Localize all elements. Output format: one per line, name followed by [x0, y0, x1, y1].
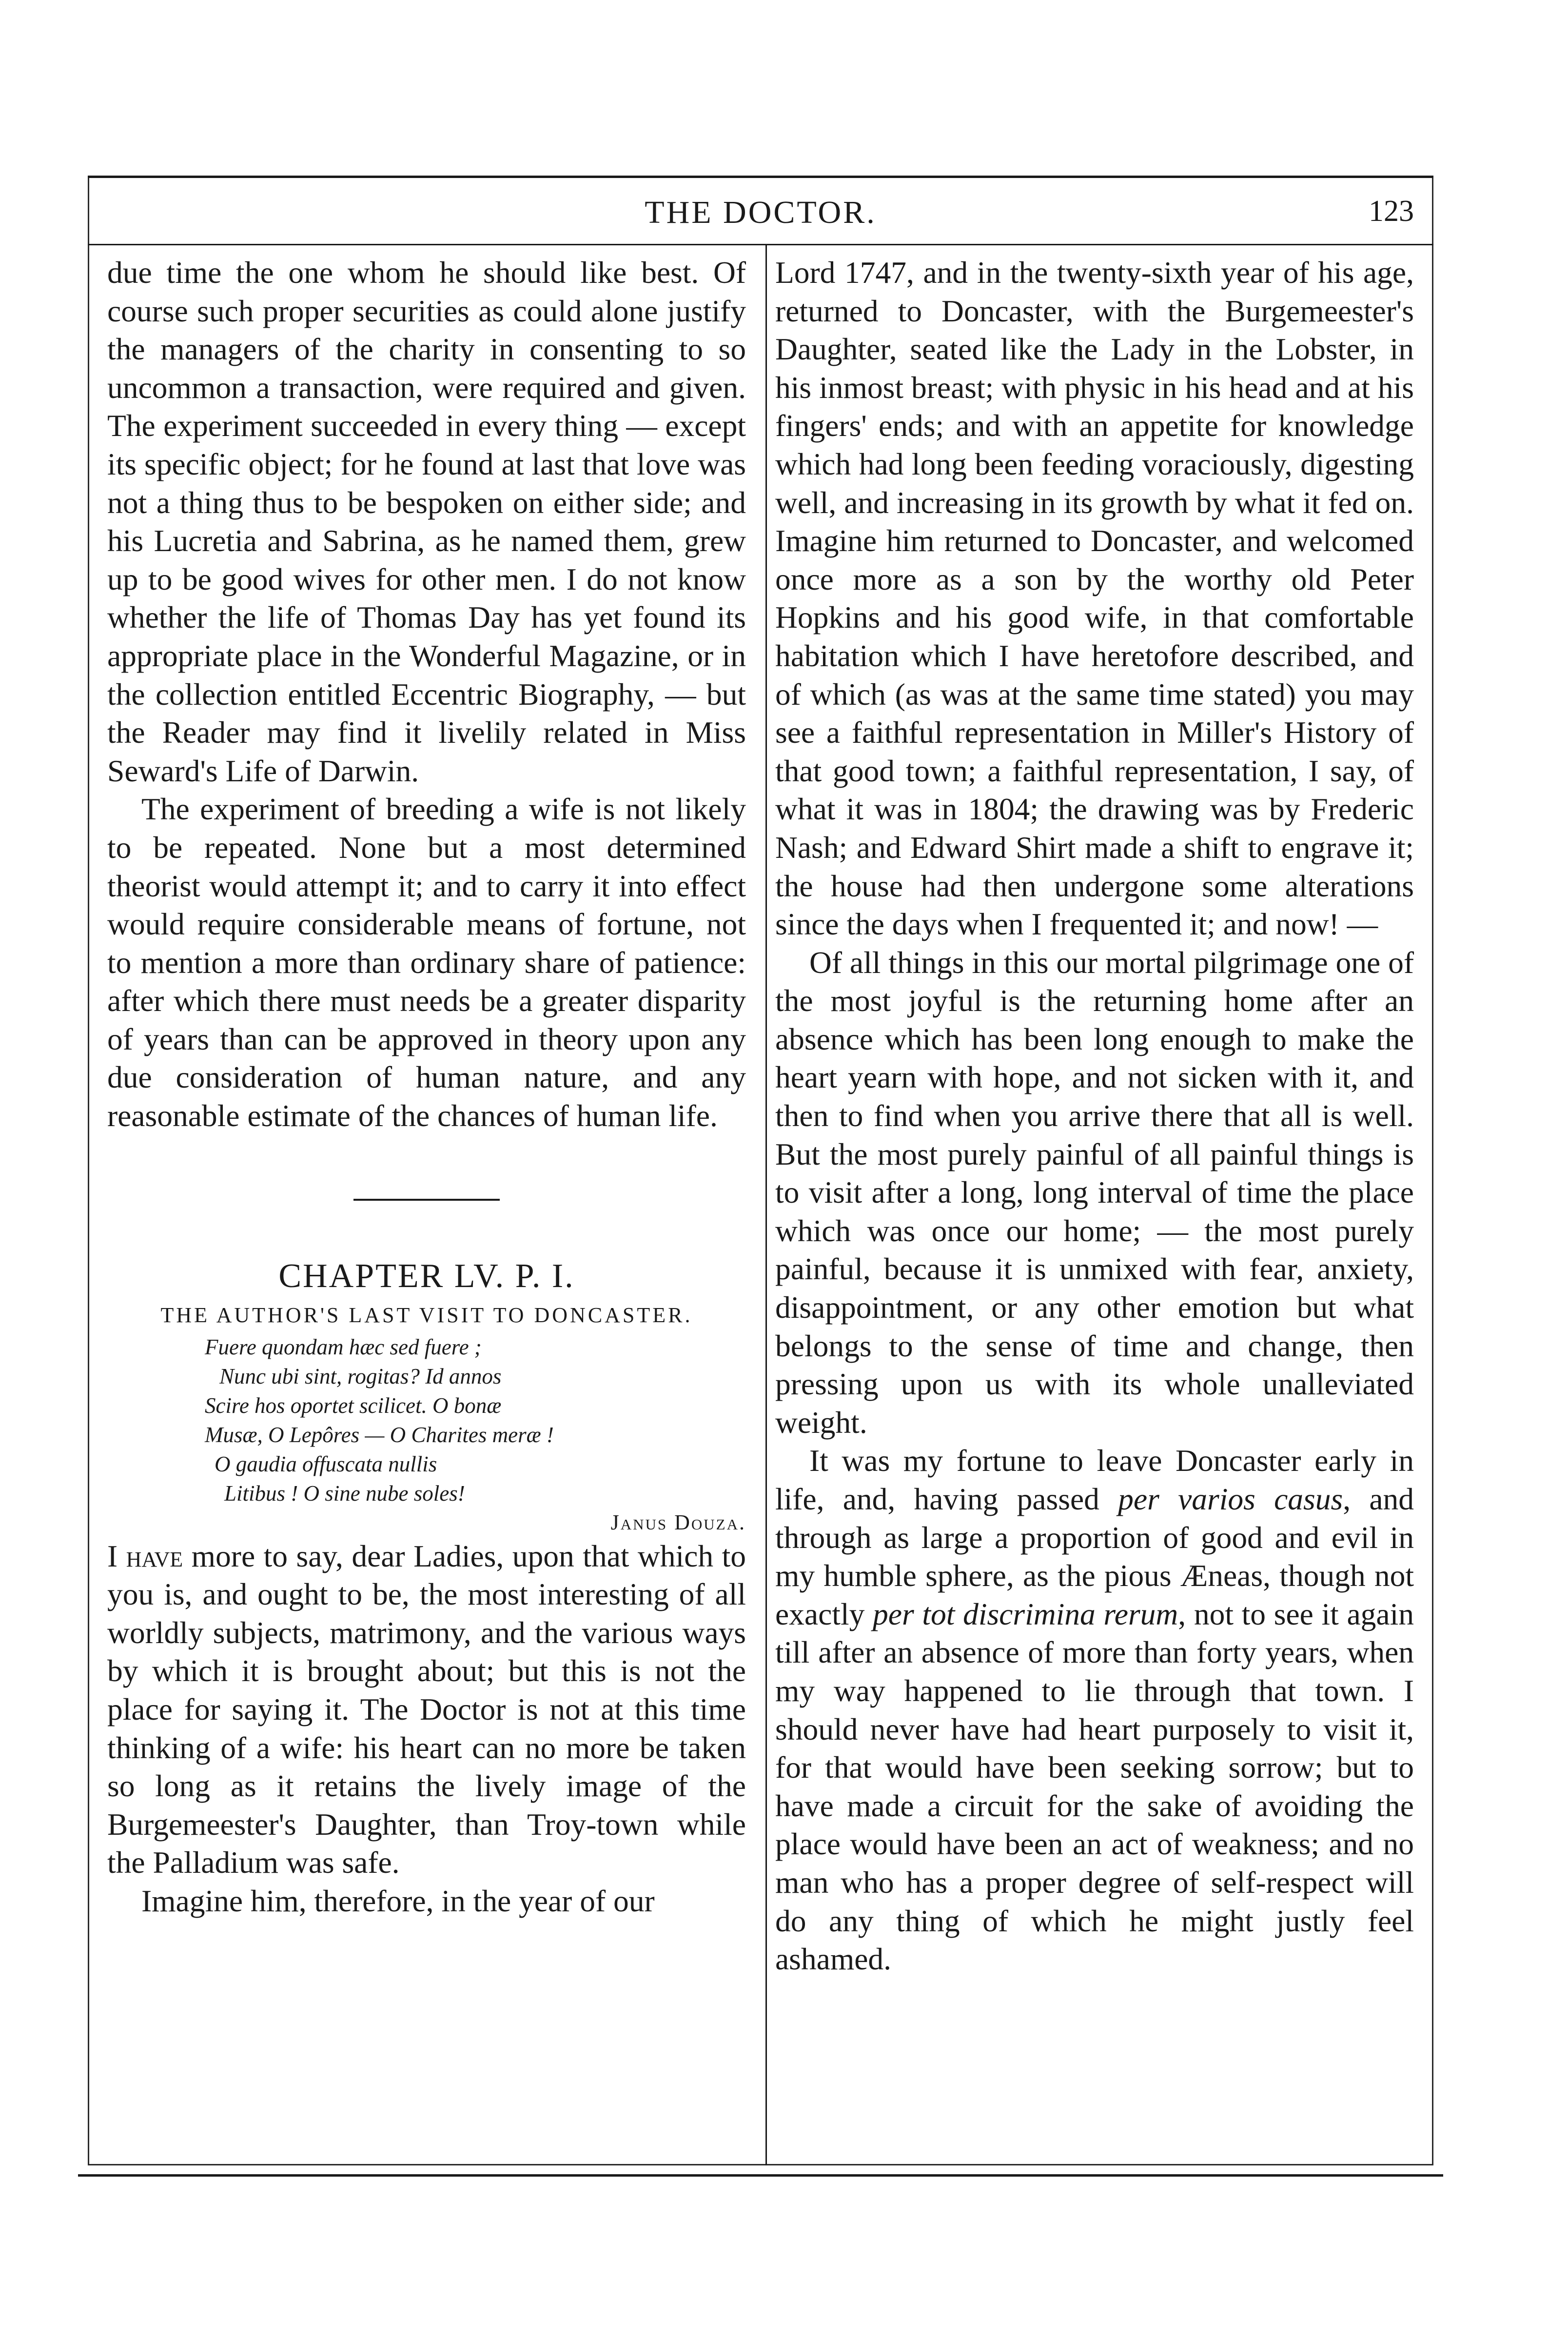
right-paragraph-2: Of all things in this our mortal pilgrimage one of the most joyful is the returning home after an absence which has been long enough to make the heart yearn with hope, and not sicken with it, and then to find when you arrive there that all is well. But the most purely painful of all painful things is to visit after a long, long interval of time the place which was once our home; — the most purely painful, because it is unmixed with fear, anxiety, disappointment, or any other emotion but what belongs to the sense of time and change, then pressing upon us with its whole unalleviated weight.: [775, 945, 1414, 1440]
right-column: [775, 254, 1414, 1979]
motto-line: O gaudia offuscata nullis: [215, 1451, 437, 1476]
column-divider: [765, 244, 767, 2165]
opening-small-caps: I have: [107, 1538, 183, 1573]
chapter-motto: [205, 1332, 746, 1508]
left-column: [107, 254, 746, 1921]
motto-line: Scire hos oportet scilicet. O bonæ: [205, 1393, 502, 1418]
chapter-title: CHAPTER LV. P. I.: [278, 1257, 575, 1295]
opening-text: more to say, dear Ladies, upon that which to you is, and ought to be, the most interesting of all worldly subjects, matrimony, and the various ways by which it is brought about; but this is not the place for saying it. The Doctor is not at this time thinking of a wife: his heart can no more be taken so long as it retains the lively image of the Burgemeester's Daughter, than Troy-town while the Palladium was safe.: [107, 1538, 746, 1880]
motto-line: Musæ, O Lepôres — O Charites meræ !: [205, 1422, 554, 1447]
header-rule: [88, 244, 1433, 245]
motto-line: Nunc ubi sint, rogitas? Id annos: [219, 1364, 502, 1389]
right-paragraph-3: [775, 1442, 1414, 1978]
running-head: [88, 185, 1433, 244]
right-paragraph-1: Lord 1747, and in the twenty-sixth year of his age, returned to Doncaster, with the Burgemeester's Daughter, seated like the Lady in the Lobster, in his inmost breast; with physic in his head and at his fingers' ends; and with an appetite for knowledge which had long been feeding voraciously, digesting well, and increasing in its growth by what it fed on. Imagine him returned to Doncaster, and welcomed once more as a son by the worthy old Peter Hopkins and his good wife, in that comfortable habitation which I have heretofore described, and of which (as was at the same time stated) you may see a faithful representation in Miller's History of that good town; a faithful representation, I say, of what it was in 1804; the drawing was by Frederic Nash; and Edward Shirt made a shift to engrave it; the house had then undergone some alterations since the days when I frequented it; and now! —: [775, 255, 1414, 942]
chapter-subtitle: THE AUTHOR'S LAST VISIT TO DONCASTER.: [160, 1303, 693, 1327]
frame-bottom-rule: [78, 2174, 1443, 2177]
page-number: 123: [1369, 195, 1414, 228]
left-paragraph-2: The experiment of breeding a wife is not likely to be repeated. None but a most determined theorist would attempt it; and to carry it into effect would require considerable means of fortune, not to mention a more than ordinary share of patience: after which there must needs be a greater disparity of years than can be approved in theory upon any due consideration of human nature, and any reasonable estimate of the chances of human life.: [107, 792, 746, 1133]
italic-phrase: per tot discrimina rerum: [873, 1596, 1178, 1631]
left-paragraph-1: due time the one whom he should like best. Of course such proper securities as could alone justify the managers of the charity in consenting to so uncommon a transaction, were required and given. The experiment succeeded in every thing — except its specific object; for he found at last that love was not a thing thus to be bespoken on either side; and his Lucretia and Sabrina, as he named them, grew up to be good wives for other men. I do not know whether the life of Thomas Day has yet found its appropriate place in the Wonderful Magazine, or in the collection entitled Eccentric Biography, — but the Reader may find it livelily related in Miss Seward's Life of Darwin.: [107, 255, 746, 788]
motto-line: Fuere quondam hæc sed fuere ;: [205, 1334, 482, 1359]
section-divider-rule: [353, 1199, 500, 1201]
italic-phrase: per varios casus: [1118, 1482, 1343, 1516]
running-title: THE DOCTOR.: [645, 195, 877, 230]
text-run: It was my fortune to leave Doncaster early in life, and, having passed: [775, 1443, 1414, 1516]
chapter-opening-paragraph: [107, 1537, 746, 1882]
frame-top-rule: [88, 176, 1433, 178]
motto-line: Litibus ! O sine nube soles!: [224, 1481, 465, 1506]
motto-attribution: Janus Douza.: [610, 1510, 746, 1534]
chapter-paragraph-2: Imagine him, therefore, in the year of our: [141, 1884, 655, 1918]
text-run: , not to see it again till after an absence of more than forty years, when my way happened to lie through that town. I should never have had heart purposely to visit it, for that would have been seeking sorrow; but to have made a circuit for the sake of avoiding the place would have been an act of weakness; and no man who has a proper degree of self-respect will do any thing of which he might justly feel ashamed.: [775, 1596, 1414, 1977]
text-run: , and through as large a proportion of good and evil in my humble sphere, as the pious Æneas, though not exactly: [775, 1482, 1414, 1631]
